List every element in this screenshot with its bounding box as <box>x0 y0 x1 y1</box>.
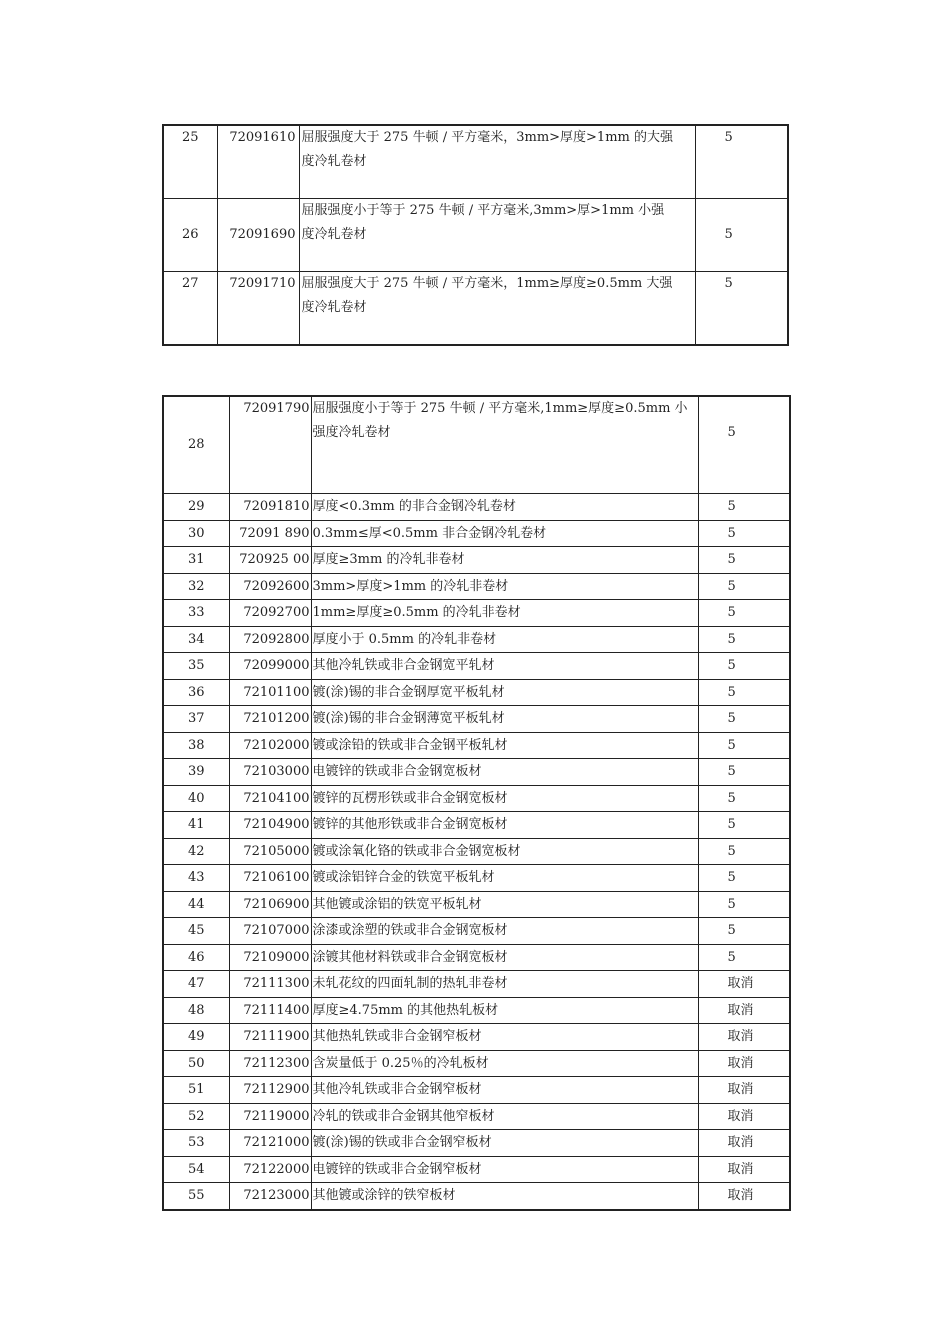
rate-value: 取消 <box>698 1103 790 1130</box>
row-number: 55 <box>163 1183 229 1210</box>
tariff-code: 72091690 <box>229 227 296 242</box>
table-row <box>163 971 790 998</box>
tariff-code: 72123000 <box>229 1183 311 1210</box>
rate-value: 5 <box>698 812 790 839</box>
tariff-table-part-1 <box>162 124 789 346</box>
table-row <box>163 1103 790 1130</box>
table-row <box>163 396 790 494</box>
row-number: 37 <box>163 706 229 733</box>
rate-value: 取消 <box>698 1050 790 1077</box>
table-row <box>163 1050 790 1077</box>
table-row <box>163 997 790 1024</box>
row-number: 33 <box>163 600 229 627</box>
table-row <box>163 1077 790 1104</box>
row-number: 34 <box>163 626 229 653</box>
tariff-code: 72091 890 <box>229 520 311 547</box>
rate-value: 5 <box>698 600 790 627</box>
row-number: 44 <box>163 891 229 918</box>
item-description: 镀锌的其他形铁或非合金钢宽板材 <box>311 812 698 839</box>
item-description: 电镀锌的铁或非合金钢宽板材 <box>311 759 698 786</box>
row-number: 52 <box>163 1103 229 1130</box>
rate-value: 5 <box>724 276 733 291</box>
rate-value: 取消 <box>698 1156 790 1183</box>
table-row <box>163 812 790 839</box>
row-number: 46 <box>163 944 229 971</box>
row-number: 28 <box>187 437 205 452</box>
row-number: 35 <box>163 653 229 680</box>
item-description: 厚度小于 0.5mm 的冷轧非卷材 <box>311 626 698 653</box>
item-description-cont: 度冷轧卷材 <box>301 154 367 169</box>
tariff-code: 72091710 <box>229 276 296 291</box>
rate-value: 5 <box>698 679 790 706</box>
table-row <box>163 653 790 680</box>
row-number: 41 <box>163 812 229 839</box>
item-description: 含炭量低于 0.25％的冷轧板材 <box>311 1050 698 1077</box>
item-description: 镀(涂)锡的非合金钢厚宽平板轧材 <box>311 679 698 706</box>
rate-value: 5 <box>698 706 790 733</box>
item-description: 电镀锌的铁或非合金钢窄板材 <box>311 1156 698 1183</box>
item-description-cont: 强度冷轧卷材 <box>312 425 391 440</box>
row-number: 51 <box>163 1077 229 1104</box>
tariff-code: 72091810 <box>229 494 311 521</box>
rate-value: 5 <box>698 573 790 600</box>
item-description: 厚度≥4.75mm 的其他热轧板材 <box>311 997 698 1024</box>
tariff-code: 72107000 <box>229 918 311 945</box>
table-row <box>163 199 788 272</box>
row-number: 54 <box>163 1156 229 1183</box>
rate-value: 5 <box>698 653 790 680</box>
table-row <box>163 1156 790 1183</box>
table-row <box>163 626 790 653</box>
tariff-code: 72092600 <box>229 573 311 600</box>
table-row <box>163 600 790 627</box>
rate-value: 取消 <box>698 1077 790 1104</box>
tariff-code: 72092700 <box>229 600 311 627</box>
table-row <box>163 547 790 574</box>
table-row <box>163 272 788 346</box>
tariff-code: 72101100 <box>229 679 311 706</box>
rate-value: 5 <box>727 425 736 440</box>
rate-value: 5 <box>698 838 790 865</box>
table-row <box>163 1024 790 1051</box>
tariff-code: 72121000 <box>229 1130 311 1157</box>
row-number: 50 <box>163 1050 229 1077</box>
tariff-code: 72112300 <box>229 1050 311 1077</box>
tariff-code: 72122000 <box>229 1156 311 1183</box>
table-row <box>163 865 790 892</box>
row-number: 25 <box>181 130 199 145</box>
row-number: 26 <box>181 227 199 242</box>
tariff-code: 72112900 <box>229 1077 311 1104</box>
table-row <box>163 918 790 945</box>
item-description: 镀或涂铝锌合金的铁宽平板轧材 <box>311 865 698 892</box>
rate-value: 5 <box>698 494 790 521</box>
tariff-code: 72111300 <box>229 971 311 998</box>
table-row <box>163 944 790 971</box>
item-description: 涂镀其他材料铁或非合金钢宽板材 <box>311 944 698 971</box>
item-description: 冷轧的铁或非合金钢其他窄板材 <box>311 1103 698 1130</box>
table-row <box>163 520 790 547</box>
row-number: 53 <box>163 1130 229 1157</box>
item-description: 其他冷轧铁或非合金钢窄板材 <box>311 1077 698 1104</box>
tariff-code: 72102000 <box>229 732 311 759</box>
item-description: 其他镀或涂锌的铁窄板材 <box>311 1183 698 1210</box>
row-number: 39 <box>163 759 229 786</box>
item-description: 未轧花纹的四面轧制的热轧非卷材 <box>311 971 698 998</box>
item-description: 0.3mm≤厚<0.5mm 非合金钢冷轧卷材 <box>311 520 698 547</box>
item-description: 屈服强度小于等于 275 牛顿 / 平方毫米,1mm≥厚度≥0.5mm 小 <box>312 401 688 416</box>
row-number: 48 <box>163 997 229 1024</box>
tariff-code: 72106900 <box>229 891 311 918</box>
rate-value: 5 <box>698 626 790 653</box>
item-description: 镀(涂)锡的铁或非合金钢窄板材 <box>311 1130 698 1157</box>
item-description: 1mm≥厚度≥0.5mm 的冷轧非卷材 <box>311 600 698 627</box>
table-row <box>163 759 790 786</box>
row-number: 32 <box>163 573 229 600</box>
item-description-cont: 度冷轧卷材 <box>301 300 367 315</box>
row-number: 49 <box>163 1024 229 1051</box>
tariff-code: 72101200 <box>229 706 311 733</box>
rate-value: 取消 <box>698 997 790 1024</box>
rate-value: 取消 <box>698 971 790 998</box>
row-number: 29 <box>163 494 229 521</box>
item-description: 镀或涂氧化铬的铁或非合金钢宽板材 <box>311 838 698 865</box>
rate-value: 5 <box>698 785 790 812</box>
rate-value: 5 <box>698 547 790 574</box>
rate-value: 取消 <box>698 1130 790 1157</box>
item-description: 屈服强度大于 275 牛顿 / 平方毫米，3mm>厚度>1mm 的大强 <box>301 130 673 145</box>
table-row <box>163 1130 790 1157</box>
table-row <box>163 706 790 733</box>
rate-value: 5 <box>698 759 790 786</box>
table-row <box>163 891 790 918</box>
item-description: 涂漆或涂塑的铁或非合金钢宽板材 <box>311 918 698 945</box>
rate-value: 5 <box>698 944 790 971</box>
tariff-code: 72099000 <box>229 653 311 680</box>
tariff-code: 72104900 <box>229 812 311 839</box>
rate-value: 取消 <box>698 1183 790 1210</box>
item-description: 屈服强度大于 275 牛顿 / 平方毫米，1mm≥厚度≥0.5mm 大强 <box>301 276 673 291</box>
table-row <box>163 838 790 865</box>
item-description: 厚度≥3mm 的冷轧非卷材 <box>311 547 698 574</box>
row-number: 30 <box>163 520 229 547</box>
rate-value: 5 <box>698 891 790 918</box>
item-description: 厚度<0.3mm 的非合金钢冷轧卷材 <box>311 494 698 521</box>
tariff-code: 72103000 <box>229 759 311 786</box>
row-number: 47 <box>163 971 229 998</box>
tariff-code: 72091790 <box>243 401 310 416</box>
tariff-code: 72104100 <box>229 785 311 812</box>
rate-value: 5 <box>724 227 733 242</box>
row-number: 31 <box>163 547 229 574</box>
rate-value: 5 <box>698 865 790 892</box>
item-description: 3mm>厚度>1mm 的冷轧非卷材 <box>311 573 698 600</box>
rate-value: 5 <box>724 130 733 145</box>
rate-value: 取消 <box>698 1024 790 1051</box>
tariff-code: 72091610 <box>229 130 296 145</box>
rate-value: 5 <box>698 520 790 547</box>
row-number: 27 <box>181 276 199 291</box>
rate-value: 5 <box>698 732 790 759</box>
table-row <box>163 125 788 199</box>
item-description: 屈服强度小于等于 275 牛顿 / 平方毫米,3mm>厚>1mm 小强 <box>301 203 665 218</box>
table-row <box>163 494 790 521</box>
tariff-code: 720925 00 <box>229 547 311 574</box>
table-row <box>163 679 790 706</box>
item-description: 镀或涂铅的铁或非合金钢平板轧材 <box>311 732 698 759</box>
tariff-code: 72111400 <box>229 997 311 1024</box>
table-row <box>163 1183 790 1210</box>
item-description: 其他冷轧铁或非合金钢宽平轧材 <box>311 653 698 680</box>
row-number: 42 <box>163 838 229 865</box>
tariff-code: 72109000 <box>229 944 311 971</box>
rate-value: 5 <box>698 918 790 945</box>
tariff-code: 72119000 <box>229 1103 311 1130</box>
table-row <box>163 732 790 759</box>
row-number: 38 <box>163 732 229 759</box>
row-number: 36 <box>163 679 229 706</box>
tariff-code: 72092800 <box>229 626 311 653</box>
tariff-table-part-2 <box>162 395 791 1211</box>
row-number: 45 <box>163 918 229 945</box>
row-number: 40 <box>163 785 229 812</box>
item-description: 镀锌的瓦楞形铁或非合金钢宽板材 <box>311 785 698 812</box>
row-number: 43 <box>163 865 229 892</box>
table-row <box>163 573 790 600</box>
item-description: 镀(涂)锡的非合金钢薄宽平板轧材 <box>311 706 698 733</box>
item-description-cont: 度冷轧卷材 <box>301 227 367 242</box>
item-description: 其他镀或涂铝的铁宽平板轧材 <box>311 891 698 918</box>
tariff-code: 72105000 <box>229 838 311 865</box>
table-row <box>163 785 790 812</box>
tariff-code: 72106100 <box>229 865 311 892</box>
item-description: 其他热轧铁或非合金钢窄板材 <box>311 1024 698 1051</box>
tariff-code: 72111900 <box>229 1024 311 1051</box>
